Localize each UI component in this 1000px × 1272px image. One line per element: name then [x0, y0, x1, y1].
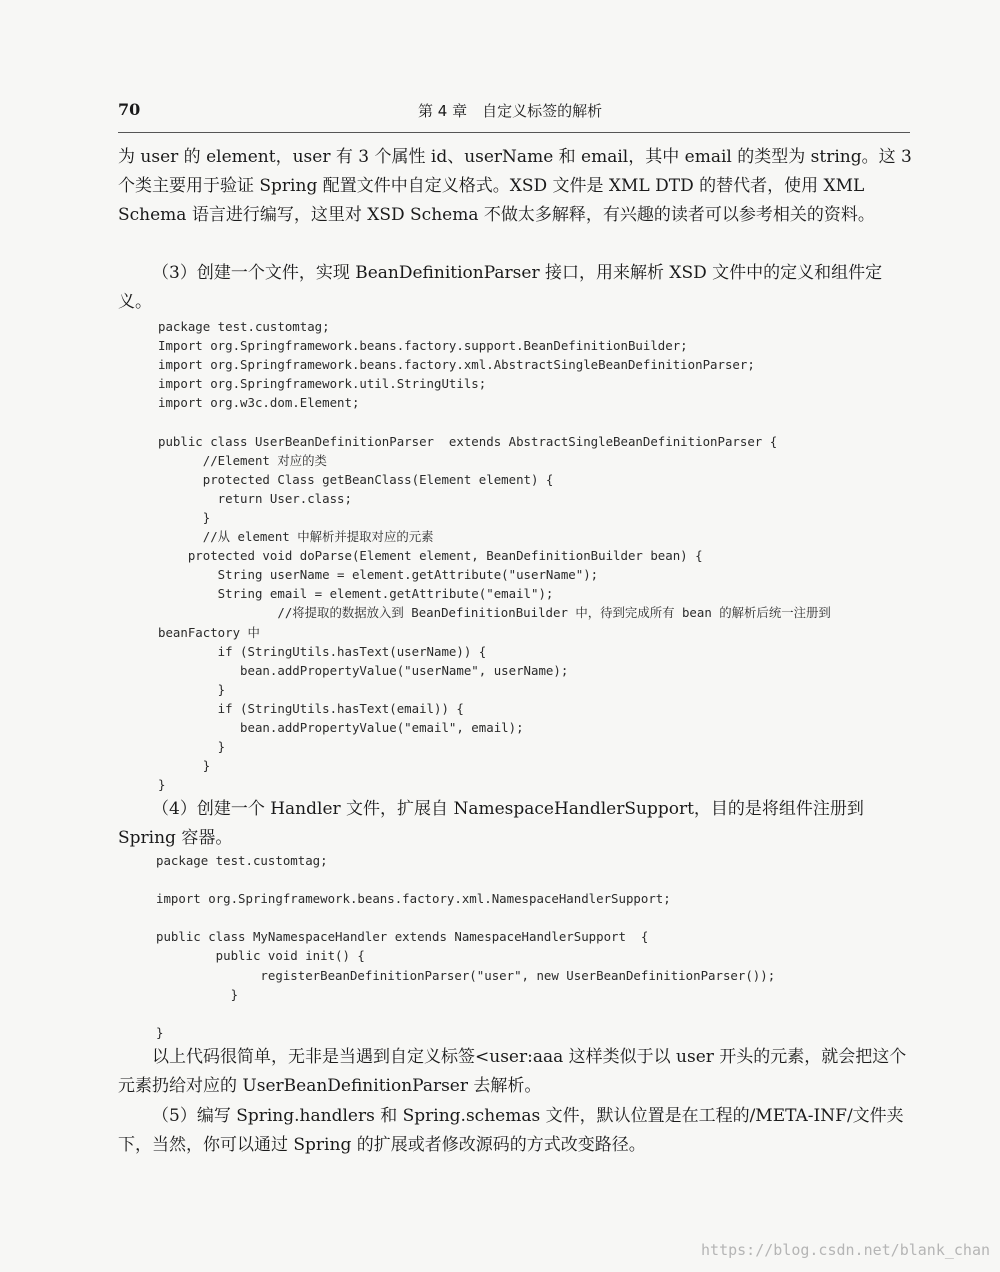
code-block-parser: package test.customtag; Import org.Springframework.beans.factory.support.BeanDefinitionBuilder; import org.Springframework.beans.factory.xml.AbstractSingleBeanDefinitionParser; import org.Springframework.util.StringUtils; import org.w3c.dom.Element; public class UserBeanDefinitionParser extends AbstractSingleBeanDefinitionParser { //Element 对应的类 protected Class getBeanClass(Element element) { return User.class; } //从 element 中解析并提取对应的元素 protected void doParse(Element element, BeanDefinitionBuilder bean) { String userName = element.getAttribute("userName"); String email = element.getAttribute("email"); //将提取的数据放入到 BeanDefinitionBuilder 中，待到完成所有 bean 的解析后统一注册到 beanFactory 中 if (StringUtils.hasText(userName)) { bean.addPropertyValue("userName", userName); } if (StringUtils.hasText(email)) { bean.addPropertyValue("email", email); } } } [158, 319, 831, 793]
paragraph-explanation: 以上代码很简单，无非是当遇到自定义标签<user:aaa 这样类似于以 user 开头的元素，就会把这个元素扔给对应的 UserBeanDefinitionParser 去解析。 [118, 1047, 907, 1096]
page-header [118, 100, 910, 124]
chapter-title: 第 4 章 自定义标签的解析 [418, 102, 603, 120]
watermark-url: https://blog.csdn.net/blank_chan [701, 1241, 990, 1259]
paragraph-step-4: （4）创建一个 Handler 文件，扩展自 NamespaceHandlerSupport，目的是将组件注册到 Spring 容器。 [118, 799, 864, 848]
page-number: 70 [118, 100, 141, 119]
code-block-handler: package test.customtag; import org.Springframework.beans.factory.xml.NamespaceHandlerSupport; public class MyNamespaceHandler extends NamespaceHandlerSupport { public void init() { registerBeanDefinitionParser("user", new UserBeanDefinitionParser()); } } [156, 853, 776, 1040]
paragraph-step-5: （5）编写 Spring.handlers 和 Spring.schemas 文件，默认位置是在工程的/META-INF/文件夹下，当然，你可以通过 Spring 的扩展或者修改源码的方式改变路径。 [118, 1106, 904, 1155]
header-divider [118, 132, 910, 133]
paragraph-step-3: （3）创建一个文件，实现 BeanDefinitionParser 接口，用来解析 XSD 文件中的定义和组件定义。 [118, 263, 883, 312]
paragraph-intro: 为 user 的 element，user 有 3 个属性 id、userName 和 email，其中 email 的类型为 string。这 3 个类主要用于验证 Spring 配置文件中自定义格式。XSD 文件是 XML DTD 的替代者，使用 XML Schema 语言进行编写，这里对 XSD Schema 不做太多解释，有兴趣的读者可以参考相关的资料。 [118, 147, 912, 225]
